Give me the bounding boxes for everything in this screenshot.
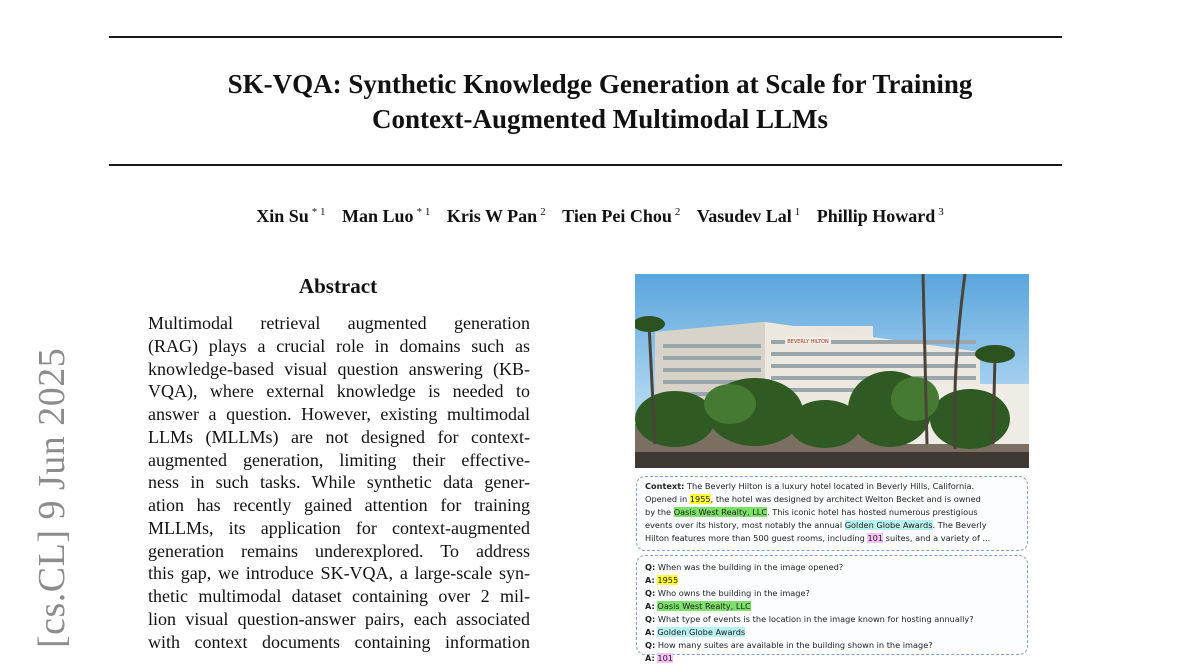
author-name: Kris W Pan [446, 206, 538, 226]
answer-text: 1955 [657, 575, 679, 585]
abstract-line: VQA), where external knowledge is needed to [148, 381, 530, 402]
highlight-suites: 101 [867, 533, 884, 543]
hotel-illustration [635, 274, 1029, 468]
author [697, 206, 800, 226]
author [562, 206, 680, 226]
abstract-line: thetic multimodal dataset containing over 2 mil- [148, 586, 530, 606]
answer-line [645, 574, 1019, 587]
abstract-line: this gap, we introduce SK-VQA, a large-scale syn- [148, 563, 530, 584]
answer-line [645, 652, 1019, 665]
context-text: The Beverly Hilton is a luxury hotel located in Beverly Hills, California. [687, 481, 975, 491]
author-affiliation: 2 [540, 206, 546, 218]
author [817, 206, 944, 226]
answer-label: A: [645, 601, 655, 611]
answer-line [645, 600, 1019, 613]
abstract-line: augmented generation, limiting their effective- [148, 449, 530, 470]
abstract-heading: Abstract [298, 274, 378, 298]
abstract-line: with context documents containing information [148, 631, 530, 652]
answer-text: 101 [657, 653, 674, 663]
abstract-line: knowledge-based visual question answering (KB- [148, 358, 530, 379]
figure-photo [635, 274, 1029, 468]
author [447, 206, 546, 226]
abstract-line: ness in such tasks. While synthetic data gener- [148, 472, 530, 493]
answer-line [645, 626, 1019, 639]
abstract-line: lion visual question-answer pairs, each associated [148, 608, 530, 629]
question-label: Q: [645, 562, 656, 572]
question-label: Q: [645, 588, 656, 598]
abstract-body [148, 312, 530, 653]
author-name: Tien Pei Chou [562, 206, 672, 226]
context-text: Hilton features more than 500 guest rooms, including [645, 533, 868, 543]
context-text: . This iconic hotel has hosted numerous prestigious [767, 507, 978, 517]
abstract-line: Multimodal retrieval augmented generation [148, 313, 530, 333]
context-line [645, 532, 1019, 545]
author-affiliation: 2 [674, 206, 681, 218]
question-text: When was the building in the image opened? [657, 562, 844, 572]
author-affiliation: 3 [938, 206, 944, 218]
context-label: Context: [645, 481, 685, 491]
abstract-line: answer a question. However, existing multimodal [148, 404, 530, 424]
context-line [645, 480, 1019, 493]
abstract-line: LLMs (MLLMs) are not designed for context- [148, 426, 530, 447]
context-box [636, 476, 1028, 551]
answer-text: Golden Globe Awards [657, 627, 746, 637]
highlight-owner: Oasis West Realty, LLC [673, 507, 768, 517]
answer-label: A: [645, 627, 655, 637]
top-rule [109, 36, 1062, 38]
context-text: , the hotel was designed by architect Welton Becket and is owned [710, 494, 981, 504]
author [256, 206, 325, 226]
context-text: by the [645, 507, 674, 517]
paper-title-line-1: SK-VQA: Synthetic Knowledge Generation at Scale for Training [227, 69, 973, 99]
arxiv-side-stamp: [cs.CL] 9 Jun 2025 [31, 347, 73, 648]
question-label: Q: [645, 614, 656, 624]
bottom-rule [109, 164, 1062, 166]
question-text: How many suites are available in the building shown in the image? [657, 640, 933, 650]
context-line [645, 506, 1019, 519]
question-label: Q: [645, 640, 656, 650]
context-text: Opened in [645, 494, 690, 504]
answer-text: Oasis West Realty, LLC [657, 601, 751, 611]
author-affiliation: 1 [794, 206, 801, 218]
context-text: events over its history, most notably the annual [645, 520, 845, 530]
author-affiliation: * 1 [416, 206, 431, 218]
abstract-line: ation has recently gained attention for training [148, 495, 530, 515]
context-text: suites, and a variety of ... [883, 533, 991, 543]
question-line [645, 639, 1019, 652]
context-text: . The Beverly [932, 520, 987, 530]
context-line [645, 493, 1019, 506]
author-affiliation: * 1 [311, 206, 326, 218]
author [342, 206, 430, 226]
highlight-year: 1955 [689, 494, 711, 504]
author-name: Xin Su [256, 206, 309, 226]
answer-label: A: [645, 653, 655, 663]
author-list [0, 206, 1200, 227]
question-text: What type of events is the location in the image known for hosting annually? [657, 614, 974, 624]
answer-label: A: [645, 575, 655, 585]
question-line [645, 561, 1019, 574]
building-sign: BEVERLY HILTON [787, 339, 829, 345]
highlight-event: Golden Globe Awards [844, 520, 933, 530]
author-name: Man Luo [342, 206, 414, 226]
paper-title-line-2: Context-Augmented Multimodal LLMs [372, 104, 828, 134]
author-name: Vasudev Lal [696, 206, 792, 226]
qa-box [636, 555, 1028, 663]
abstract-line: (RAG) plays a crucial role in domains such as [148, 335, 530, 356]
question-text: Who owns the building in the image? [657, 588, 810, 598]
question-line [645, 613, 1019, 626]
author-name: Phillip Howard [816, 206, 936, 226]
abstract-line: MLLMs, its application for context-augmented [148, 517, 530, 538]
question-line [645, 587, 1019, 600]
abstract-line: generation remains underexplored. To address [148, 540, 530, 561]
context-line [645, 519, 1019, 532]
